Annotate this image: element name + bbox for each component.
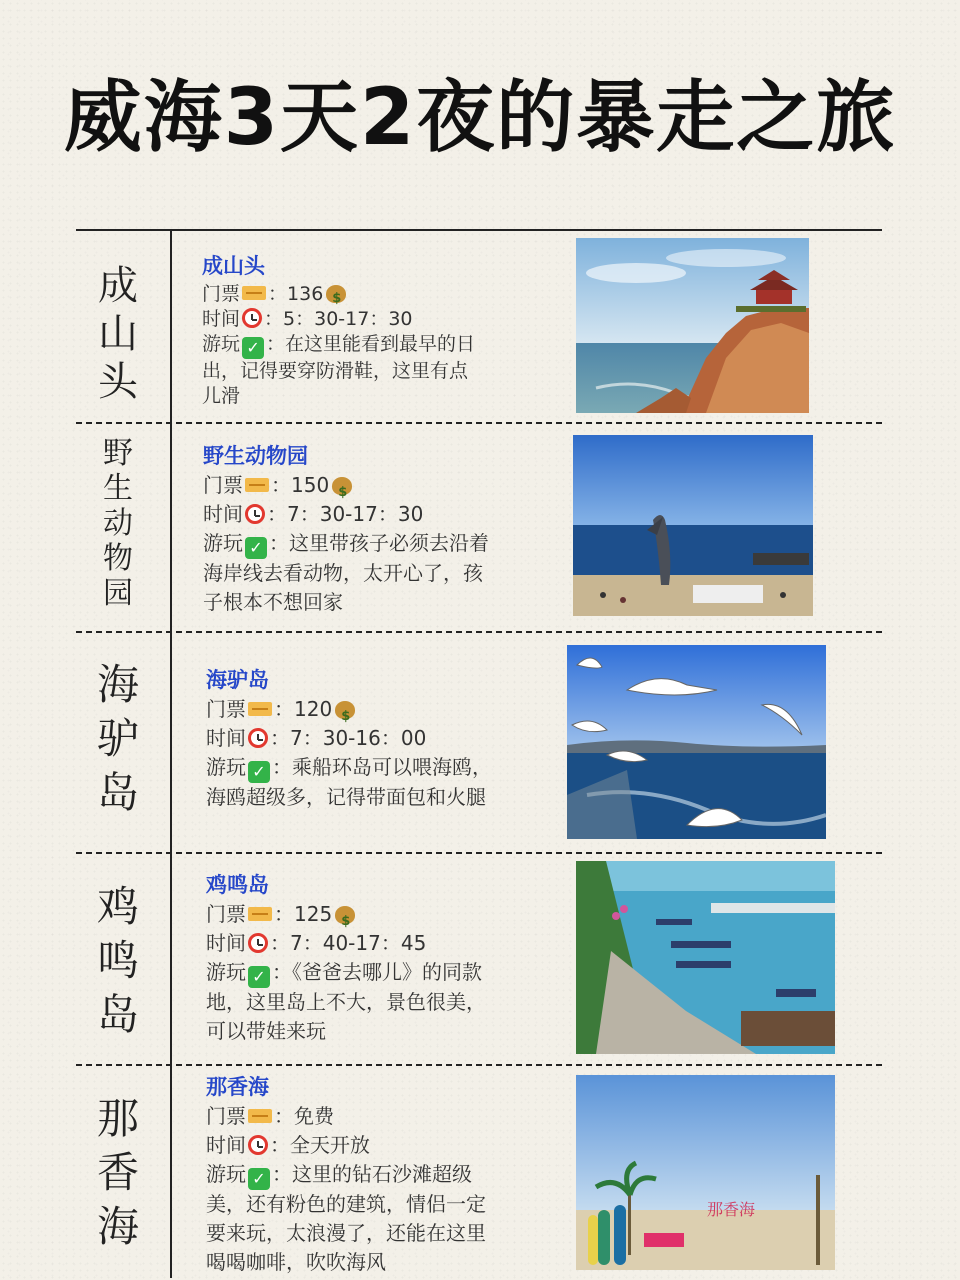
check-mark-icon: ✓	[245, 537, 267, 559]
money-bag-icon	[334, 695, 356, 719]
time-label: 时间	[203, 502, 243, 526]
ticket-icon	[242, 286, 266, 300]
description-line: 儿滑	[202, 385, 241, 407]
play-label: 游玩	[202, 333, 241, 355]
time-row	[206, 724, 561, 753]
spot-card-naxianghai	[206, 1073, 571, 1277]
divider-top	[76, 229, 882, 231]
side-char: 岛	[96, 990, 139, 1039]
alarm-clock-icon	[245, 504, 265, 524]
time-label: 时间	[206, 726, 246, 750]
time-row	[202, 307, 572, 332]
ticket-price: 免费	[294, 1104, 334, 1128]
opening-hours: 7：40-17：45	[290, 931, 427, 955]
time-row	[206, 929, 571, 958]
play-label: 游玩	[203, 531, 243, 555]
separator: ：	[274, 902, 294, 926]
alarm-clock-icon	[248, 728, 268, 748]
ticket-icon	[248, 1109, 272, 1123]
spot-name: 那香海	[206, 1075, 269, 1099]
cliff-pavilion-image	[576, 238, 809, 413]
side-char: 头	[98, 359, 138, 405]
description-line: 海鸥超级多，记得带面包和火腿	[206, 785, 486, 809]
separator: ：	[271, 473, 291, 497]
time-label: 时间	[202, 308, 241, 330]
alarm-clock-icon	[242, 308, 262, 328]
divider	[76, 631, 882, 633]
opening-hours: 7：30-16：00	[290, 726, 427, 750]
description-line: 可以带娃来玩	[206, 1019, 326, 1043]
side-char: 鸡	[96, 882, 139, 931]
divider	[76, 422, 882, 424]
separator: ：	[264, 308, 284, 330]
separator: ：	[274, 1104, 294, 1128]
separator: ：	[270, 1133, 290, 1157]
whale-statue-image	[573, 435, 813, 616]
ticket-row	[206, 695, 561, 724]
separator: ：	[270, 931, 290, 955]
side-char: 鸣	[96, 936, 139, 985]
ticket-row	[206, 900, 571, 929]
photo-chengshantou	[576, 238, 809, 413]
sign-text: 那香海	[706, 1200, 756, 1219]
description-line: 地，这里岛上不大，景色很美，	[206, 990, 486, 1014]
alarm-clock-icon	[248, 933, 268, 953]
description-line: 这里的钻石沙滩超级	[292, 1162, 472, 1186]
side-label-chengshantou	[82, 262, 154, 406]
ticket-price: 120	[294, 697, 333, 721]
spot-name: 成山头	[202, 254, 265, 278]
check-mark-icon: ✓	[248, 761, 270, 783]
separator: ：	[274, 697, 294, 721]
alarm-clock-icon	[248, 1135, 268, 1155]
spot-card-wildlife-park	[203, 442, 568, 617]
harbor-boats-image	[576, 861, 835, 1054]
ticket-label: 门票	[202, 283, 241, 305]
side-char: 山	[98, 311, 138, 357]
description-line: 这里带孩子必须去沿着	[289, 531, 489, 555]
opening-hours: 5：30-17：30	[283, 308, 413, 330]
separator: ：	[272, 755, 292, 779]
time-label: 时间	[206, 1133, 246, 1157]
seagulls-image	[567, 645, 826, 839]
separator: ：	[266, 333, 286, 355]
ticket-row	[206, 1102, 571, 1131]
side-char: 驴	[96, 714, 139, 763]
side-label-jimingdao	[82, 880, 154, 1042]
side-label-hailvdao	[82, 658, 154, 820]
side-char: 园	[103, 576, 133, 611]
opening-hours: 7：30-17：30	[287, 502, 424, 526]
side-char: 海	[96, 1202, 139, 1251]
spot-card-chengshantou	[202, 254, 572, 409]
ticket-label: 门票	[206, 902, 246, 926]
separator: ：	[270, 726, 290, 750]
side-char: 生	[103, 471, 133, 506]
play-label: 游玩	[206, 755, 246, 779]
money-bag-icon	[334, 900, 356, 924]
check-mark-icon: ✓	[242, 337, 264, 359]
side-char: 海	[96, 660, 139, 709]
ticket-price: 150	[291, 473, 330, 497]
divider	[76, 1064, 882, 1066]
side-char: 成	[98, 263, 138, 309]
description-line: 出，记得要穿防滑鞋，这里有点	[202, 360, 469, 382]
divider	[76, 852, 882, 854]
play-row	[206, 958, 571, 988]
time-row	[203, 500, 568, 529]
spot-name: 野生动物园	[203, 444, 308, 468]
side-char: 那	[96, 1094, 139, 1143]
separator: ：	[272, 1162, 292, 1186]
side-char: 物	[103, 541, 133, 576]
description-line: 海岸线去看动物，太开心了，孩	[203, 561, 483, 585]
ticket-price: 125	[294, 902, 333, 926]
ticket-icon	[245, 478, 269, 492]
ticket-row	[203, 471, 568, 500]
play-row	[206, 753, 561, 783]
side-char: 野	[103, 436, 133, 471]
photo-wildlife-park	[573, 435, 813, 616]
photo-jimingdao	[576, 861, 835, 1054]
side-label-naxianghai	[82, 1092, 154, 1254]
separator: ：	[267, 502, 287, 526]
side-label-wildlife-park	[82, 436, 154, 611]
ticket-label: 门票	[206, 697, 246, 721]
separator: ：	[268, 283, 288, 305]
description-line: 乘船环岛可以喂海鸥，	[292, 755, 492, 779]
play-row	[206, 1160, 571, 1190]
photo-hailvdao	[567, 645, 826, 839]
side-char: 香	[96, 1148, 139, 1197]
side-char: 动	[103, 506, 133, 541]
ticket-icon	[248, 702, 272, 716]
check-mark-icon: ✓	[248, 1168, 270, 1190]
spot-name: 鸡鸣岛	[206, 873, 269, 897]
description-line: 喝喝咖啡，吹吹海风	[206, 1250, 386, 1274]
photo-naxianghai	[576, 1075, 835, 1270]
separator: ：	[269, 531, 289, 555]
description-line: 《爸爸去哪儿》的同款	[292, 960, 482, 984]
spot-card-jimingdao	[206, 871, 571, 1046]
play-label: 游玩	[206, 1162, 246, 1186]
description-line: 美，还有粉色的建筑，情侣一定	[206, 1192, 486, 1216]
spot-name: 海驴岛	[206, 668, 269, 692]
opening-hours: 全天开放	[290, 1133, 370, 1157]
beach-sign-image	[576, 1075, 835, 1270]
description-line: 子根本不想回家	[203, 590, 343, 614]
ticket-label: 门票	[203, 473, 243, 497]
side-char: 岛	[96, 768, 139, 817]
ticket-price: 136	[287, 283, 324, 305]
play-row	[203, 529, 568, 559]
vertical-divider	[170, 230, 172, 1278]
check-mark-icon: ✓	[248, 966, 270, 988]
time-row	[206, 1131, 571, 1160]
ticket-icon	[248, 907, 272, 921]
description-line: 要来玩，太浪漫了，还能在这里	[206, 1221, 486, 1245]
money-bag-icon	[325, 279, 347, 303]
page-title: 威海3天2夜的暴走之旅	[63, 73, 897, 163]
separator: ：	[272, 960, 292, 984]
spot-card-hailvdao	[206, 666, 561, 812]
play-row	[202, 332, 572, 359]
ticket-label: 门票	[206, 1104, 246, 1128]
ticket-row	[202, 279, 572, 307]
description-line: 在这里能看到最早的日	[285, 333, 476, 355]
time-label: 时间	[206, 931, 246, 955]
play-label: 游玩	[206, 960, 246, 984]
money-bag-icon	[331, 471, 353, 495]
